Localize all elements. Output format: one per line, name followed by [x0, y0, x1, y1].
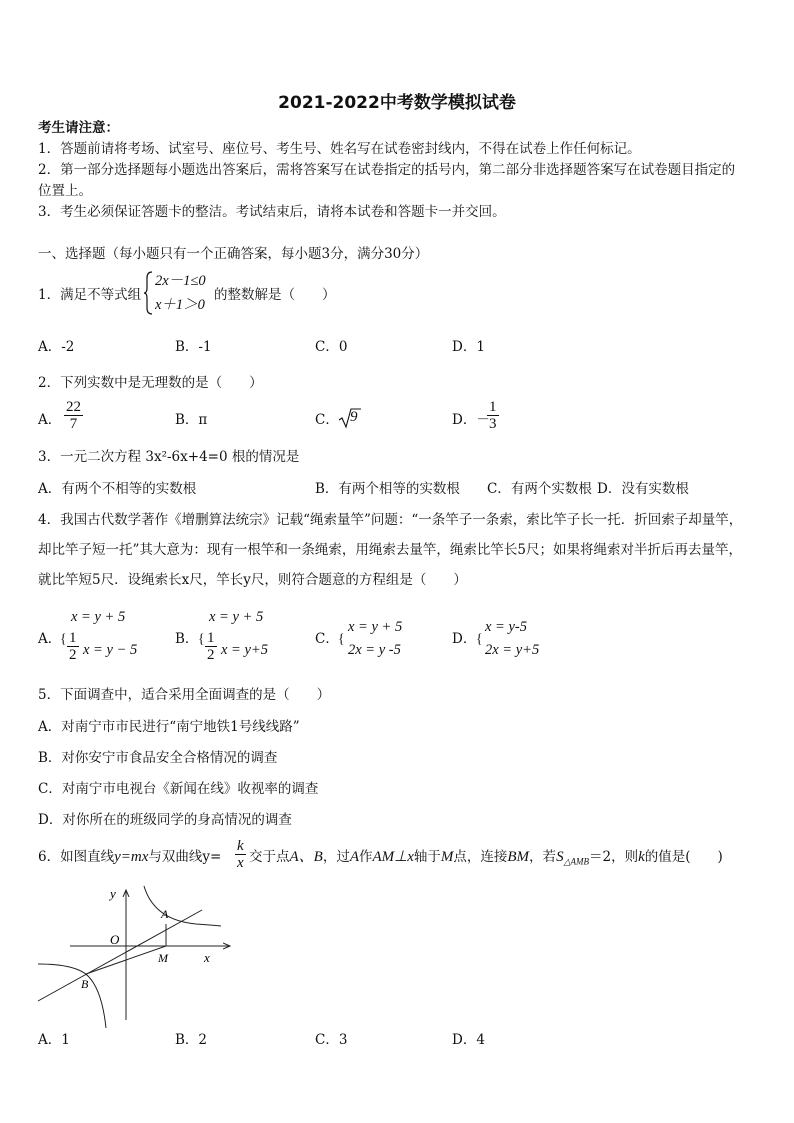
q6-stem-10: 轴于 [413, 849, 441, 865]
q4-b-half-den: 2 [207, 647, 215, 663]
q2-d-fraction [487, 399, 499, 432]
q6-hyperbola-branch-1 [144, 886, 221, 926]
q6-stem-16: △AMB [563, 856, 589, 867]
q6-stem-9: AM⊥x [372, 849, 414, 865]
q6-stem-3: 与双曲线y= [148, 849, 222, 865]
q2-c-label: C． [315, 412, 339, 428]
q4-a-eq-2: x = y − 5 [83, 642, 138, 658]
q4-a-eq-1: x = y + 5 [71, 609, 126, 625]
q2-stem: 2．下列实数中是无理数的是（ ） [38, 375, 263, 391]
q1-option-d: D．1 [452, 339, 485, 355]
q6-stem-2: y=mx [114, 849, 149, 865]
q6-option-c: C．3 [315, 1032, 348, 1048]
q6-stem-14: ，若 [529, 849, 557, 865]
q4-a-half-num: 1 [69, 630, 77, 646]
q6-option-d: D．4 [452, 1032, 485, 1048]
q4-c-brace: { [338, 631, 345, 646]
q4-d-label: D． [452, 631, 477, 647]
q6-stem-8: 作 [359, 849, 373, 865]
q5-option-d: D．对你所在的班级同学的身高情况的调查 [38, 812, 292, 828]
q2-c-radicand: 9 [350, 409, 358, 425]
q6-label-m: M [158, 951, 168, 965]
q6-stem [38, 848, 221, 866]
q6-label-x: x [204, 950, 210, 965]
q1-suffix: 的整数解是（ ） [214, 287, 336, 303]
q5-option-b: B．对你安宁市食品安全合格情况的调查 [38, 750, 278, 766]
q6-label-y: y [110, 886, 116, 901]
q5-stem: 5．下面调查中，适合采用全面调查的是（ ） [38, 687, 331, 703]
q6-stem-17: ＝2，则 [588, 849, 639, 865]
q1-option-b: B．-1 [175, 339, 212, 355]
q5-option-a: A．对南宁市市民进行“南宁地铁1号线线路” [38, 719, 300, 735]
q6-stem-1: 6．如图直线 [38, 849, 115, 865]
q6-stem-5: A、B [289, 849, 323, 865]
q6-stem-4: 交于点 [249, 849, 290, 865]
q4-a-half [67, 630, 79, 663]
q1-brace [144, 270, 154, 316]
q2-d-label: D．－ [452, 412, 490, 428]
q4-line-1: 4．我国古代数学著作《增删算法统宗》记载“绳索量竿”问题：“一条竿子一条索，索比竿子长一托．折回索子却量竿， [38, 512, 743, 528]
q4-b-eq-2: x = y+5 [221, 642, 268, 658]
q4-d-eq-2: 2x = y+5 [485, 642, 540, 658]
notice-heading: 考生请注意： [38, 120, 119, 136]
q6-stem-11: M [440, 849, 454, 865]
q4-b-eq-1: x = y + 5 [209, 609, 264, 625]
q6-frac-num: k [237, 838, 244, 854]
q1-ineq-1: 2x－1≤0 [155, 273, 206, 289]
notice-item-2: 2．第一部分选择题每小题选出答案后，需将答案写在试卷指定的括号内，第二部分非选择题答案写在试卷题目指定的 [38, 162, 736, 178]
q4-c-eq-2: 2x = y -5 [348, 642, 401, 658]
q4-a-half-den: 2 [69, 647, 77, 663]
q6-option-a: A．1 [38, 1032, 70, 1048]
q6-stem-19: 的值是( ) [644, 849, 723, 865]
q6-frac-den: x [237, 855, 244, 871]
section-heading: 一、选择题（每小题只有一个正确答案，每小题3分，满分30分） [38, 246, 429, 262]
page-title: 2021-2022中考数学模拟试卷 [278, 93, 516, 113]
q6-stem-18: k [638, 849, 645, 865]
q1-prefix: 1．满足不等式组 [38, 287, 142, 303]
notice-item-2-cont: 位置上。 [38, 183, 92, 199]
q4-c-label: C． [315, 631, 339, 647]
q6-hyperbola-branch-2 [38, 964, 106, 1028]
q4-b-half-num: 1 [207, 630, 215, 646]
q4-a-brace: { [60, 631, 67, 646]
q6-stem-12: 点，连接 [453, 849, 508, 865]
q5-option-c: C．对南宁市电视台《新闻在线》收视率的调查 [38, 781, 319, 797]
q4-d-brace: { [476, 631, 483, 646]
q2-option-b: B．π [175, 412, 208, 428]
q4-line-3: 就比竿短5尺．设绳索长x尺，竿长y尺，则符合题意的方程组是（ ） [38, 572, 467, 588]
q2-d-num: 1 [489, 399, 497, 415]
q4-d-eq-1: x = y-5 [485, 619, 527, 635]
notice-item-3: 3．考生必须保证答题卡的整洁。考试结束后，请将本试卷和答题卡一并交回。 [38, 204, 506, 220]
q2-d-den: 3 [489, 416, 497, 432]
q4-line-2: 却比竿子短一托”其大意为：现有一根竿和一条绳索，用绳索去量竿，绳索比竿长5尺；如果将绳索对半折后再去量竿， [38, 542, 742, 558]
q1-ineq-2: x＋1＞0 [155, 297, 205, 313]
q3-option-b: B．有两个相等的实数根 [315, 481, 460, 497]
q4-b-label: B． [175, 631, 199, 647]
q6-option-b: B．2 [175, 1032, 208, 1048]
q4-a-label: A． [38, 631, 62, 647]
q3-stem: 3．一元二次方程 3x²-6x+4=0 根的情况是 [38, 449, 300, 465]
q6-stem-7: A [349, 849, 359, 865]
q6-stem-15: S [556, 849, 564, 865]
q6-label-b: B [81, 977, 89, 991]
q3-option-a: A．有两个不相等的实数根 [38, 481, 197, 497]
q4-c-eq-1: x = y + 5 [348, 619, 403, 635]
q6-figure [36, 880, 246, 1030]
q4-b-half [205, 630, 217, 663]
q6-stem-13: BM [507, 849, 530, 865]
q3-option-c: C．有两个实数根 [487, 481, 592, 497]
q6-label-a: A [161, 907, 169, 921]
q3-option-d: D．没有实数根 [597, 481, 689, 497]
q6-stem-6: ，过 [322, 849, 350, 865]
q6-label-o: O [110, 932, 120, 947]
q6-stem-rest [249, 848, 723, 871]
q2-a-num: 22 [66, 399, 81, 415]
q6-line-mx [38, 910, 202, 1001]
q4-b-brace: { [198, 631, 205, 646]
q6-hyperbola-fraction [235, 838, 246, 871]
q1-option-a: A．-2 [38, 339, 75, 355]
notice-item-1: 1．答题前请将考场、试室号、座位号、考生号、姓名写在试卷密封线内，不得在试卷上作任何标记。 [38, 141, 641, 157]
q2-a-fraction [64, 399, 83, 432]
q1-option-c: C．0 [315, 339, 348, 355]
q2-a-label: A． [38, 412, 62, 428]
q2-a-den: 7 [69, 416, 78, 432]
